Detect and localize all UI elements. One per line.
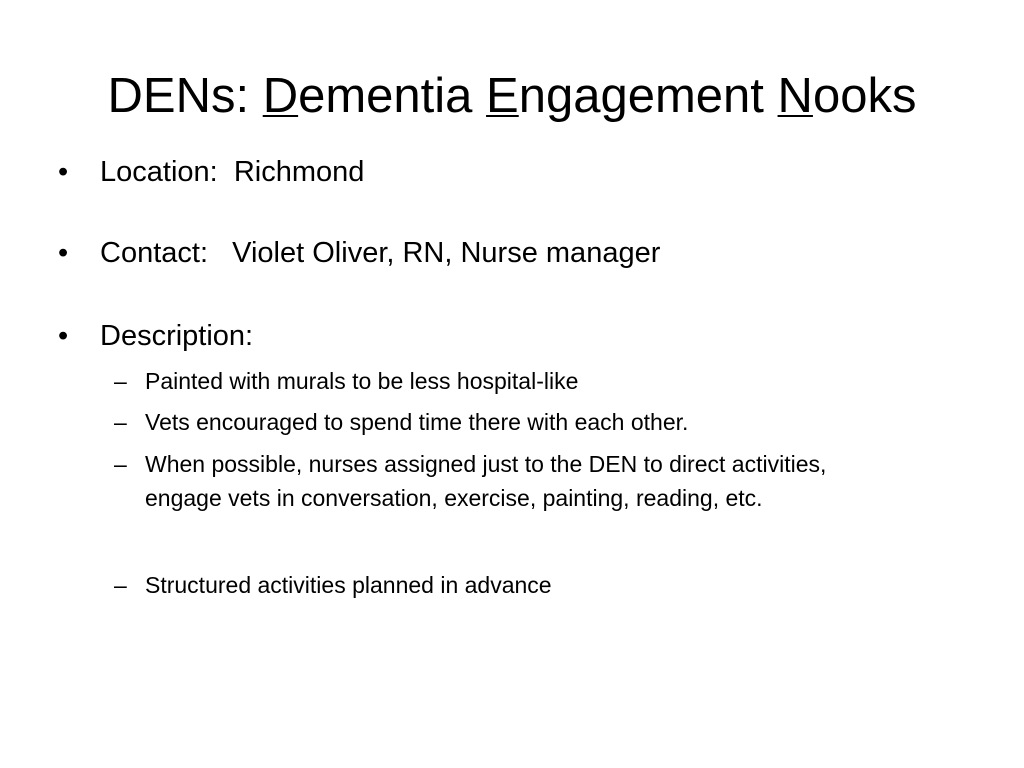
bullet-text: Contact: Violet Oliver, RN, Nurse manager	[100, 237, 661, 269]
dash-marker: –	[114, 409, 127, 435]
sub-bullet-text: Vets encouraged to spend time there with each other.	[145, 409, 689, 435]
sub-bullet-text: Painted with murals to be less hospital-like	[145, 368, 579, 394]
dash-marker: –	[114, 368, 127, 394]
title-initial-e: E	[486, 69, 519, 123]
title-word-engagement-rest: ngagement	[518, 69, 778, 123]
sub-bullet-vets	[114, 405, 905, 439]
bullet-marker: •	[58, 156, 69, 188]
title-initial-n: N	[777, 69, 813, 123]
bullet-description	[58, 318, 254, 354]
sub-bullet-nurses	[114, 447, 905, 515]
bullet-text: Description:	[100, 320, 254, 352]
bullet-marker: •	[58, 320, 69, 352]
title-word-nooks-rest: ooks	[812, 69, 917, 123]
title-word-dementia-rest: ementia	[298, 69, 487, 123]
sub-bullet-murals	[114, 364, 905, 398]
slide-title	[0, 66, 1024, 126]
bullet-contact	[58, 235, 661, 271]
dash-marker: –	[114, 572, 127, 598]
bullet-location	[58, 154, 365, 190]
bullet-marker: •	[58, 237, 69, 269]
sub-bullet-structured	[114, 568, 905, 602]
title-initial-d: D	[262, 69, 299, 123]
sub-bullet-text: Structured activities planned in advance	[145, 572, 552, 598]
title-prefix: DENs:	[107, 69, 263, 123]
dash-marker: –	[114, 451, 127, 477]
bullet-text: Location: Richmond	[100, 156, 365, 188]
sub-bullet-text: When possible, nurses assigned just to the DEN to direct activities, engage vets in conversation, exercise, painting, reading, etc.	[145, 451, 827, 511]
